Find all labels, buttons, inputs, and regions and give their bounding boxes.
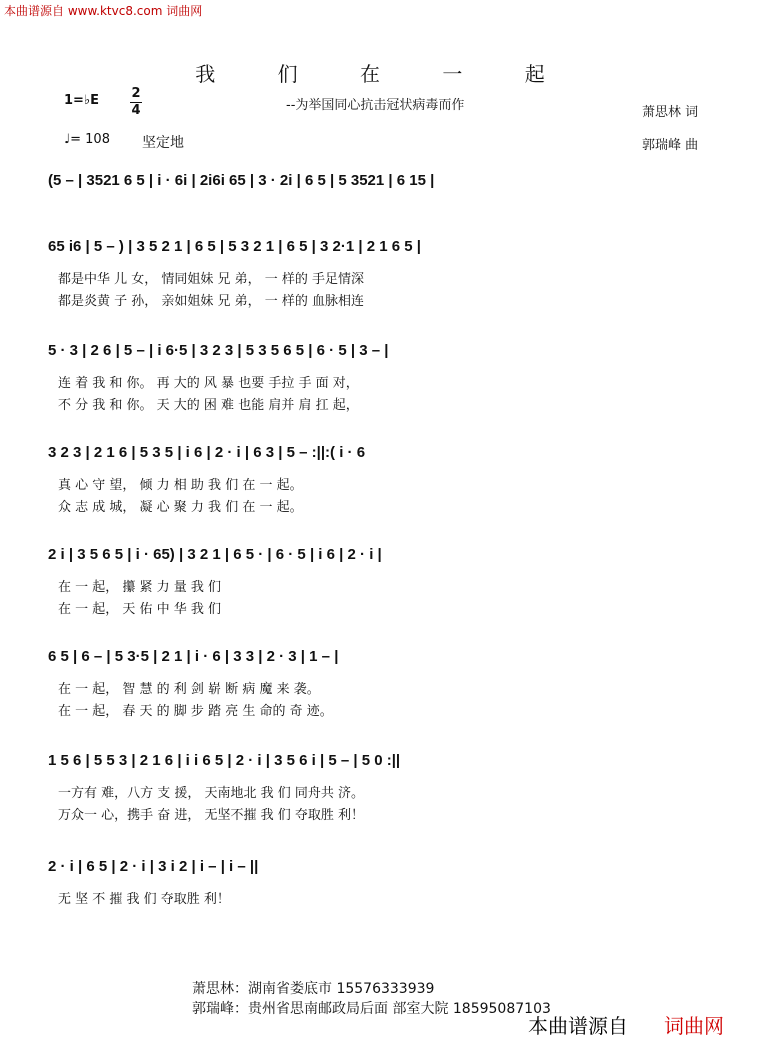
lyric-line: 在 一 起， 攥 紧 力 量 我 们 bbox=[58, 580, 222, 595]
lyric-line: 真 心 守 望， 倾 力 相 助 我 们 在 一 起。 bbox=[58, 478, 303, 493]
lyric-line: 在 一 起， 春 天 的 脚 步 踏 亮 生 命的 奇 迹。 bbox=[58, 704, 333, 719]
watermark-top: 本曲谱源自 www.ktvc8.com 词曲网 bbox=[4, 4, 203, 18]
notation-row: (5 – | 3521 6 5 | i · 6i | 2i6i 65 | 3 · 2i | 6 5 | 5 3521 | 6 15 | bbox=[48, 172, 435, 189]
lyricist-credit: 萧思林 词 bbox=[642, 105, 699, 120]
notation-row: 65 i6 | 5 – ) | 3 5 2 1 | 6 5 | 5 3 2 1 | 6 5 | 3 2·1 | 2 1 6 5 | bbox=[48, 238, 421, 255]
lyric-line: 一方有 难，八方 支 援， 天南地北 我 们 同舟共 济。 bbox=[58, 786, 365, 801]
key-signature: 1=♭E bbox=[64, 93, 99, 108]
notation-row: 1 5 6 | 5 5 3 | 2 1 6 | i i 6 5 | 2 · i | 3 5 6 i | 5 – | 5 0 :|| bbox=[48, 752, 401, 769]
footer-line-composer: 郭瑞峰：贵州省思南邮政局后面 部室大院 18595087103 bbox=[192, 1001, 551, 1017]
time-signature-bottom: 4 bbox=[131, 103, 141, 118]
lyric-line: 都是炎黄 子 孙， 亲如姐妹 兄 弟， 一 样的 血脉相连 bbox=[58, 294, 365, 309]
lyric-line: 在 一 起， 智 慧 的 利 剑 崭 断 病 魔 来 袭。 bbox=[58, 682, 320, 697]
composer-credit: 郭瑞峰 曲 bbox=[642, 138, 699, 153]
time-signature-top: 2 bbox=[131, 86, 141, 101]
lyric-line: 万众一 心，携手 奋 进， 无坚不摧 我 们 夺取胜 利！ bbox=[58, 808, 365, 823]
tempo-expression: 坚定地 bbox=[142, 135, 184, 151]
lyric-line: 在 一 起， 天 佑 中 华 我 们 bbox=[58, 602, 222, 617]
lyric-line: 无 坚 不 摧 我 们 夺取胜 利！ bbox=[58, 892, 230, 907]
watermark-bottom-logo: 词曲网 bbox=[664, 1014, 724, 1038]
song-title: 我 们 在 一 起 bbox=[195, 62, 573, 86]
time-signature bbox=[130, 86, 142, 119]
lyric-line: 连 着 我 和 你。 再 大的 风 暴 也要 手拉 手 面 对， bbox=[58, 376, 359, 391]
notation-row: 5 · 3 | 2 6 | 5 – | i 6·5 | 3 2 3 | 5 3 5 6 5 | 6 · 5 | 3 – | bbox=[48, 342, 389, 359]
lyric-line: 都是中华 儿 女， 情同姐妹 兄 弟， 一 样的 手足情深 bbox=[58, 272, 365, 287]
tempo-marking: ♩= 108 bbox=[64, 132, 110, 147]
notation-row: 2 · i | 6 5 | 2 · i | 3 i 2 | i – | i – || bbox=[48, 858, 259, 875]
footer-line-lyricist: 萧思林：湖南省娄底市 15576333939 bbox=[192, 981, 435, 997]
notation-row: 6 5 | 6 – | 5 3·5 | 2 1 | i · 6 | 3 3 | 2 · 3 | 1 – | bbox=[48, 648, 339, 665]
notation-row: 2 i | 3 5 6 5 | i · 65) | 3 2 1 | 6 5 · | 6 · 5 | i 6 | 2 · i | bbox=[48, 546, 382, 563]
watermark-bottom-text: 本曲谱源自 bbox=[528, 1014, 628, 1038]
lyric-line: 众 志 成 城， 凝 心 聚 力 我 们 在 一 起。 bbox=[58, 500, 303, 515]
notation-row: 3 2 3 | 2 1 6 | 5 3 5 | i 6 | 2 · i | 6 3 | 5 – :||:( i · 6 bbox=[48, 444, 366, 461]
lyric-line: 不 分 我 和 你。 天 大的 困 难 也能 肩并 肩 扛 起， bbox=[58, 398, 359, 413]
subtitle: --为举国同心抗击冠状病毒而作 bbox=[286, 98, 465, 113]
